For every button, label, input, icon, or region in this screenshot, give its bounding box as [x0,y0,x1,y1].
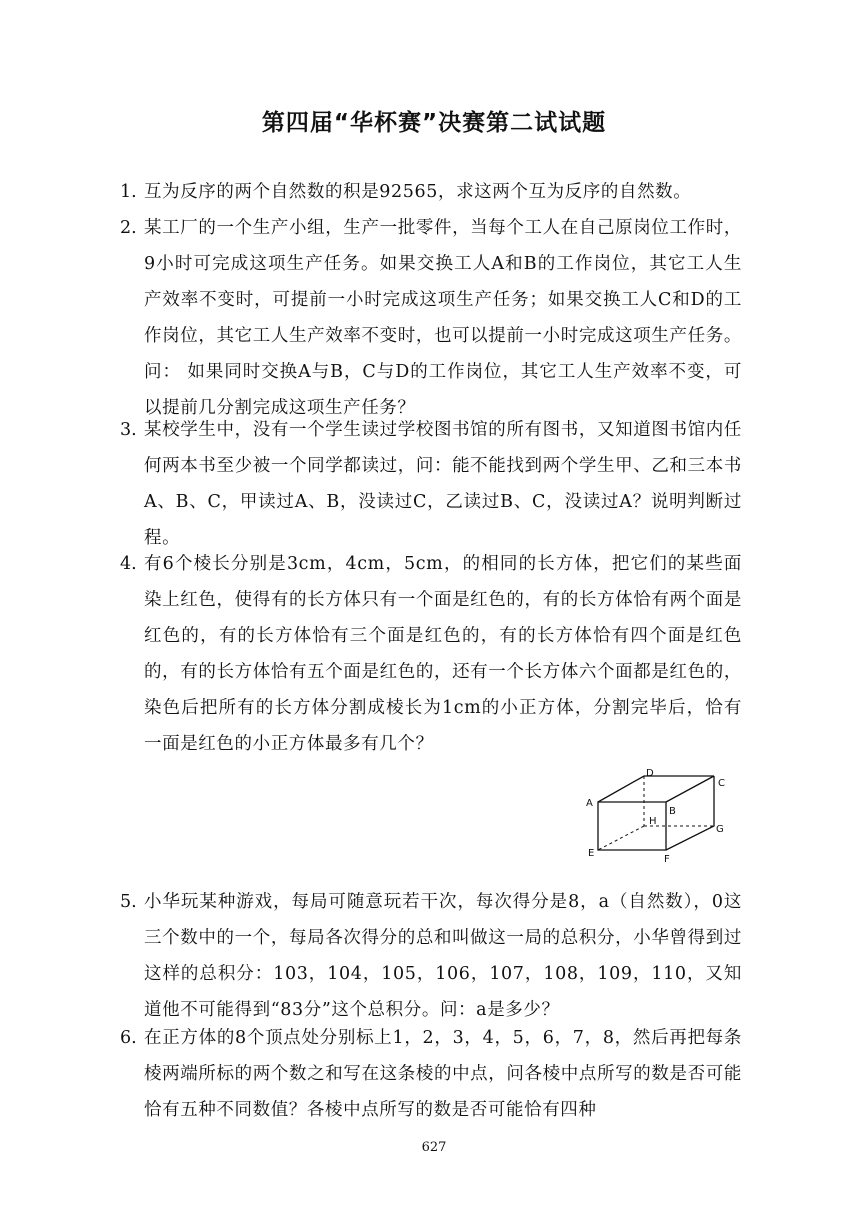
problem-4 [120,546,742,762]
problem-number: 1. [120,182,137,202]
problem-number: 6. [120,1028,137,1048]
cuboid-top-edges [598,776,714,802]
label-d: D [646,768,654,779]
problem-3 [120,412,742,556]
label-h: H [649,816,657,827]
problem-2 [120,210,742,426]
label-a: A [586,798,593,809]
label-g: G [716,824,724,835]
label-e: E [588,848,595,859]
problem-text: 在正方体的8个顶点处分别标上1，2，3，4，5，6，7，8，然后再把每条棱两端所标的两个数之和写在这条棱的中点，问各棱中点所写的数是否可能恰有五种不同数值？各棱中点所写的数是否可能恰有四种 [144,1028,742,1120]
problem-number: 4. [120,554,137,574]
problem-number: 3. [120,420,137,440]
label-f: F [664,854,670,864]
problem-text: 互为反序的两个自然数的积是92565，求这两个互为反序的自然数。 [144,182,692,202]
label-b: B [669,806,676,817]
page-number: 627 [421,1140,447,1155]
problem-text: 某校学生中，没有一个学生读过学校图书馆的所有图书，又知道图书馆内任何两本书至少被一个同学都读过，问：能不能找到两个学生甲、乙和三本书A、B、C，甲读过A、B，没读过C，乙读过B、C，没读过A？说明判断过程。 [144,420,742,548]
problem-5 [120,884,742,1028]
problem-text: 小华玩某种游戏，每局可随意玩若干次，每次得分是8，a（自然数），0这三个数中的一个，每局各次得分的总和叫做这一局的总积分，小华曾得到过这样的总积分：103，104，105，106，107，108，109，110，又知道他不可能得到“83分”这个总积分。问：a是多少？ [144,892,742,1020]
problem-number: 5. [120,892,137,912]
label-c: C [718,778,725,789]
problem-text: 有6个棱长分别是3cm，4cm，5cm，的相同的长方体，把它们的某些面染上红色，使得有的长方体只有一个面是红色的，有的长方体恰有两个面是红色的，有的长方体恰有三个面是红色的，有的长方体恰有四个面是红色的，有的长方体恰有五个面是红色的，还有一个长方体六个面都是红色的，染色后把所有的长方体分割成棱长为1cm的小正方体，分割完毕后，恰有一面是红色的小正方体最多有几个？ [144,554,742,754]
problem-text: 某工厂的一个生产小组，生产一批零件，当每个工人在自己原岗位工作时，9小时可完成这项生产任务。如果交换工人A和B的工作岗位，其它工人生产效率不变时，可提前一小时完成这项生产任务；如果交换工人C和D的工作岗位，其它工人生产效率不变时，也可以提前一小时完成这项生产任务。问： 如果同时交换A与B，C与D的工作岗位，其它工人生产效率不变，可以提前几分割完成这项生产任务？ [144,218,742,418]
problem-number: 2. [120,218,137,238]
cuboid-figure [576,764,736,864]
problem-1 [120,174,742,210]
hidden-edge-he [598,826,644,850]
page-title: 第四届“华杯赛”决赛第二试试题 [261,110,607,136]
problem-6 [120,1020,742,1128]
